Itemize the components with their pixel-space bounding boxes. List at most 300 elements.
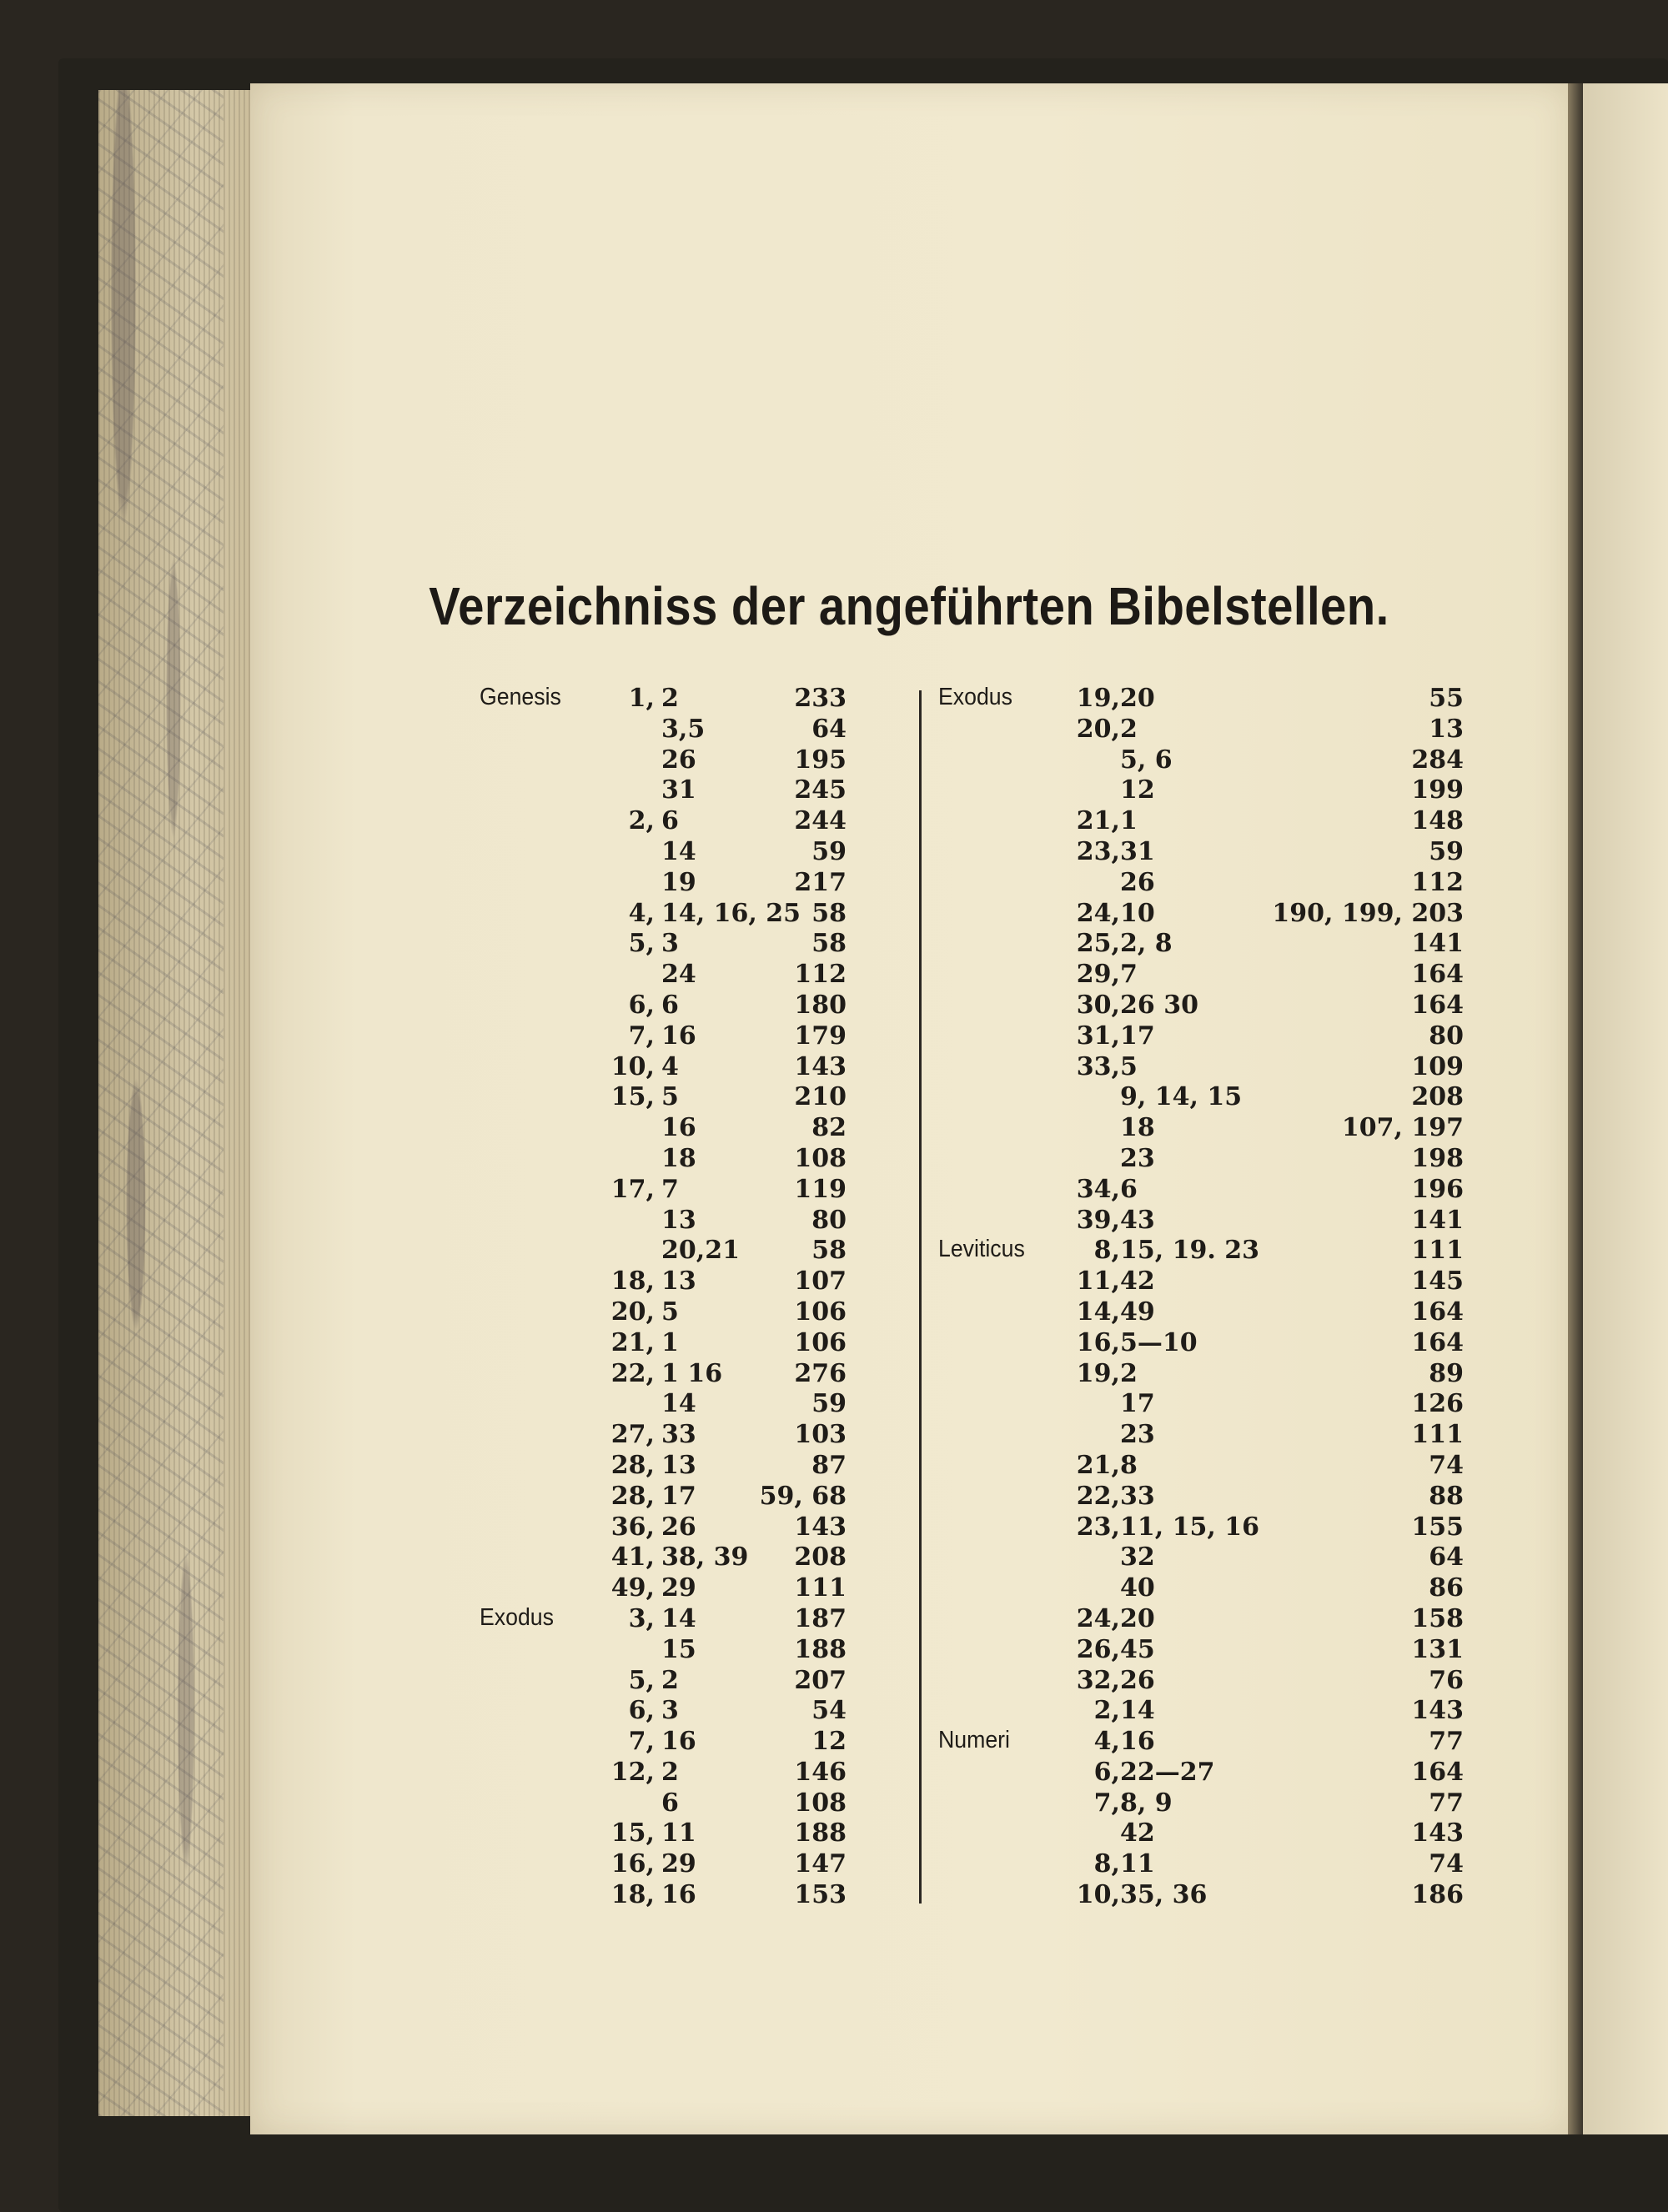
verse-numbers: 6	[661, 990, 679, 1020]
verse-numbers: 1 16	[661, 1358, 723, 1388]
verse-numbers: 16	[661, 1880, 696, 1910]
chapter-number: 15,	[610, 1082, 655, 1112]
page-reference: 106	[794, 1297, 847, 1327]
chapter-number: 6,	[628, 990, 655, 1020]
verse-numbers: 19	[661, 867, 696, 897]
verse-numbers: 20	[1120, 1603, 1155, 1633]
verse-numbers: 16	[661, 1021, 696, 1051]
page-reference: 190, 199, 203	[1272, 898, 1464, 928]
page-reference: 55	[1429, 684, 1464, 713]
chapter-number: 23,	[1076, 1512, 1120, 1542]
chapter-number: 15,	[610, 1818, 655, 1848]
page-reference: 89	[1429, 1358, 1464, 1388]
chapter-number: 4,	[628, 898, 655, 928]
verse-numbers: 17	[1120, 1389, 1155, 1419]
page-reference: 59	[811, 836, 847, 866]
verse-numbers: 3	[661, 929, 679, 959]
page-reference: 233	[794, 684, 847, 713]
index-entry	[480, 1236, 847, 1267]
page-reference: 164	[1411, 1297, 1464, 1327]
verse-numbers: 3	[661, 1696, 679, 1726]
chapter-number: 12,	[610, 1757, 655, 1787]
chapter-number: 19,	[1076, 1358, 1120, 1388]
page-reference: 180	[794, 990, 847, 1020]
index-entry	[938, 1389, 1464, 1420]
page-reference: 77	[1429, 1788, 1464, 1818]
chapter-number: 34,	[1076, 1174, 1120, 1204]
index-entry	[480, 899, 847, 930]
index-entry	[480, 1206, 847, 1236]
verse-numbers: 2	[661, 1665, 679, 1695]
verse-numbers: 7	[661, 1174, 679, 1204]
page-reference: 58	[811, 929, 847, 959]
chapter-number: 21,	[1076, 806, 1120, 836]
verse-numbers: 22—27	[1120, 1757, 1215, 1787]
page-reference: 109	[1411, 1051, 1464, 1081]
book-name: Exodus	[480, 1603, 554, 1631]
verse-numbers: 18	[661, 1143, 696, 1173]
chapter-number: 7,	[1093, 1788, 1120, 1818]
verse-numbers: 16	[661, 1113, 696, 1143]
page-reference: 187	[794, 1603, 847, 1633]
page-reference: 158	[1411, 1603, 1464, 1633]
page-reference: 82	[811, 1113, 847, 1143]
chapter-number: 29,	[1076, 960, 1120, 990]
column-divider	[919, 690, 922, 1904]
page-reference: 88	[1429, 1481, 1464, 1511]
verse-numbers: 43	[1120, 1205, 1155, 1235]
verse-numbers: 31	[1120, 836, 1155, 866]
index-entry	[480, 745, 847, 776]
page-reference: 76	[1429, 1665, 1464, 1695]
chapter-number: 39,	[1076, 1205, 1120, 1235]
page-reference: 145	[1411, 1267, 1464, 1297]
verse-numbers: 29	[661, 1849, 696, 1879]
verse-numbers: 17	[661, 1481, 696, 1511]
index-entry	[938, 960, 1464, 991]
index-entry	[938, 806, 1464, 837]
page-reference: 143	[1411, 1696, 1464, 1726]
index-entry	[938, 1021, 1464, 1052]
page-reference: 143	[1411, 1818, 1464, 1848]
page-reference: 210	[794, 1082, 847, 1112]
page-reference: 164	[1411, 960, 1464, 990]
index-entry	[938, 1758, 1464, 1788]
index-entry	[938, 1573, 1464, 1604]
verse-numbers: 4	[661, 1051, 679, 1081]
verse-numbers: 15, 19. 23	[1120, 1236, 1260, 1266]
book-name: Exodus	[938, 684, 1012, 710]
index-entry	[938, 1818, 1464, 1849]
verse-numbers: 16	[1120, 1727, 1155, 1757]
page-reference: 80	[811, 1205, 847, 1235]
page-reference: 148	[1411, 806, 1464, 836]
index-entry	[480, 1542, 847, 1573]
index-entry	[480, 806, 847, 837]
verse-numbers: 10	[1120, 898, 1155, 928]
index-entry	[480, 1880, 847, 1911]
verse-numbers: 5	[1120, 1051, 1138, 1081]
page-title: Verzeichniss der angeführten Bibelstellen.	[429, 576, 1389, 636]
page-reference: 111	[794, 1573, 847, 1603]
verse-numbers: 6	[661, 1788, 679, 1818]
page-reference: 141	[1411, 1205, 1464, 1235]
index-entry	[480, 1758, 847, 1788]
chapter-number: 6,	[1093, 1757, 1120, 1787]
page-reference: 64	[811, 714, 847, 744]
page-reference: 106	[794, 1327, 847, 1357]
page-reference: 64	[1429, 1542, 1464, 1572]
verse-numbers: 29	[661, 1573, 696, 1603]
index-entry	[480, 1420, 847, 1451]
index-entry	[938, 1666, 1464, 1697]
verse-numbers: 11	[1120, 1849, 1155, 1879]
chapter-number: 3,	[628, 1603, 655, 1633]
verse-numbers: 8	[1120, 1450, 1138, 1480]
verse-numbers: 33	[661, 1420, 696, 1450]
chapter-number: 26,	[1076, 1634, 1120, 1664]
page-edges	[98, 90, 259, 2116]
page-reference: 58	[811, 1236, 847, 1266]
page-reference: 164	[1411, 1757, 1464, 1787]
index-entry	[938, 837, 1464, 868]
verse-numbers: 6	[1120, 1174, 1138, 1204]
verse-numbers: 26	[1120, 1665, 1155, 1695]
chapter-number: 31,	[1076, 1021, 1120, 1051]
verse-numbers: 40	[1120, 1573, 1155, 1603]
verse-numbers: 14, 16, 25	[661, 898, 801, 928]
index-column-left	[480, 684, 847, 1911]
index-entry	[938, 899, 1464, 930]
verse-numbers: 17	[1120, 1021, 1155, 1051]
verse-numbers: 1	[661, 1327, 679, 1357]
chapter-number: 10,	[610, 1051, 655, 1081]
index-entry	[480, 1052, 847, 1083]
verse-numbers: 11, 15, 16	[1120, 1512, 1260, 1542]
chapter-number: 21,	[610, 1327, 655, 1357]
index-entry	[938, 929, 1464, 960]
page-reference: 12	[811, 1727, 847, 1757]
chapter-number: 27,	[610, 1420, 655, 1450]
page-reference: 199	[1411, 775, 1464, 805]
index-entry	[938, 1482, 1464, 1512]
page-reference: 13	[1429, 714, 1464, 744]
page-reference: 147	[794, 1849, 847, 1879]
index-entry	[938, 775, 1464, 806]
chapter-number: 10,	[1076, 1880, 1120, 1910]
chapter-number: 20,	[1076, 714, 1120, 744]
verse-numbers: 26	[661, 745, 696, 775]
page-reference: 111	[1411, 1420, 1464, 1450]
chapter-number: 23,	[1076, 836, 1120, 866]
verse-numbers: 15	[661, 1634, 696, 1664]
index-entry	[480, 1635, 847, 1666]
index-entry	[480, 960, 847, 991]
index-entry	[480, 1818, 847, 1849]
index-entry	[938, 1236, 1464, 1267]
chapter-number: 49,	[610, 1573, 655, 1603]
index-entry	[938, 684, 1464, 715]
index-entry	[480, 991, 847, 1021]
page-reference: 80	[1429, 1021, 1464, 1051]
page-reference: 54	[811, 1696, 847, 1726]
index-entry	[480, 1175, 847, 1206]
page-reference: 207	[794, 1665, 847, 1695]
verse-numbers: 13	[661, 1267, 696, 1297]
index-entry	[938, 1267, 1464, 1297]
index-entry	[938, 991, 1464, 1021]
verse-numbers: 14	[661, 1603, 696, 1633]
page-reference: 284	[1411, 745, 1464, 775]
verse-numbers: 5	[661, 1297, 679, 1327]
book-name: Leviticus	[938, 1236, 1025, 1263]
index-entry	[938, 1052, 1464, 1083]
page-reference: 186	[1411, 1880, 1464, 1910]
verse-numbers: 14	[661, 836, 696, 866]
index-entry	[938, 1113, 1464, 1144]
index-entry	[938, 1359, 1464, 1390]
page-reference: 107, 197	[1341, 1113, 1464, 1143]
page-reference: 126	[1411, 1389, 1464, 1419]
chapter-number: 36,	[610, 1512, 655, 1542]
index-entry	[480, 1297, 847, 1328]
index-entry	[938, 1604, 1464, 1635]
chapter-number: 2,	[628, 806, 655, 836]
page-reference: 58	[811, 898, 847, 928]
verse-numbers: 2, 8	[1120, 929, 1173, 959]
index-entry	[938, 1635, 1464, 1666]
index-entry	[480, 684, 847, 715]
page-reference: 107	[794, 1267, 847, 1297]
verse-numbers: 16	[661, 1727, 696, 1757]
verse-numbers: 5, 6	[1120, 745, 1173, 775]
chapter-number: 22,	[610, 1358, 655, 1388]
index-column-right	[938, 684, 1464, 1911]
index-entry	[938, 1206, 1464, 1236]
index-entry	[938, 1082, 1464, 1113]
chapter-number: 41,	[610, 1542, 655, 1572]
page-reference: 276	[794, 1358, 847, 1388]
index-entry	[938, 868, 1464, 899]
index-entry	[480, 1021, 847, 1052]
page-reference: 164	[1411, 1327, 1464, 1357]
page-reference: 153	[794, 1880, 847, 1910]
verse-numbers: 23	[1120, 1420, 1155, 1450]
chapter-number: 5,	[628, 929, 655, 959]
chapter-number: 7,	[628, 1727, 655, 1757]
page-reference: 198	[1411, 1143, 1464, 1173]
chapter-number: 30,	[1076, 990, 1120, 1020]
chapter-number: 33,	[1076, 1051, 1120, 1081]
verse-numbers: 14	[661, 1389, 696, 1419]
chapter-number: 28,	[610, 1450, 655, 1480]
verse-numbers: 13	[661, 1205, 696, 1235]
book-name: Numeri	[938, 1727, 1010, 1754]
index-entry	[480, 1512, 847, 1543]
verse-numbers: 33	[1120, 1481, 1155, 1511]
verse-numbers: 20	[1120, 684, 1155, 713]
index-entry	[938, 1788, 1464, 1819]
chapter-number: 16,	[610, 1849, 655, 1879]
index-entry	[480, 1727, 847, 1758]
verse-numbers: 38, 39	[661, 1542, 749, 1572]
page-reference: 208	[1411, 1082, 1464, 1112]
index-entry	[938, 1328, 1464, 1359]
index-entry	[480, 1113, 847, 1144]
index-entry	[938, 1880, 1464, 1911]
index-entry	[938, 1144, 1464, 1175]
index-entry	[938, 1451, 1464, 1482]
index-entry	[480, 775, 847, 806]
page-reference: 77	[1429, 1727, 1464, 1757]
page-reference: 195	[794, 745, 847, 775]
index-entry	[480, 837, 847, 868]
index-entry	[480, 1666, 847, 1697]
page-reference: 74	[1429, 1450, 1464, 1480]
verse-numbers: 7	[1120, 960, 1138, 990]
index-entry	[938, 1175, 1464, 1206]
verse-numbers: 26 30	[1120, 990, 1198, 1020]
page-reference: 87	[811, 1450, 847, 1480]
page-reference: 143	[794, 1051, 847, 1081]
chapter-number: 22,	[1076, 1481, 1120, 1511]
index-entry	[938, 1512, 1464, 1543]
verse-numbers: 5—10	[1120, 1327, 1198, 1357]
verse-numbers: 6	[661, 806, 679, 836]
index-entry	[938, 1297, 1464, 1328]
chapter-number: 24,	[1076, 1603, 1120, 1633]
verse-numbers: 14	[1120, 1696, 1155, 1726]
page-reference: 112	[794, 960, 847, 990]
verse-numbers: 31	[661, 775, 696, 805]
page-reference: 141	[1411, 929, 1464, 959]
chapter-number: 8,	[1093, 1849, 1120, 1879]
chapter-number: 11,	[1076, 1267, 1120, 1297]
chapter-number: 4,	[1093, 1727, 1120, 1757]
index-entry	[480, 1696, 847, 1727]
chapter-number: 21,	[1076, 1450, 1120, 1480]
index-entry	[480, 929, 847, 960]
page-reference: 112	[1411, 867, 1464, 897]
chapter-number: 6,	[628, 1696, 655, 1726]
page-reference: 179	[794, 1021, 847, 1051]
chapter-number: 32,	[1076, 1665, 1120, 1695]
chapter-number: 20,	[610, 1297, 655, 1327]
index-entry	[938, 1727, 1464, 1758]
page-reference: 119	[794, 1174, 847, 1204]
verse-numbers: 2	[661, 684, 679, 713]
page-reference: 244	[794, 806, 847, 836]
index-entry	[480, 1788, 847, 1819]
verse-numbers: 3,5	[661, 714, 706, 744]
index-entry	[480, 1144, 847, 1175]
verse-numbers: 26	[661, 1512, 696, 1542]
verse-numbers: 2	[1120, 1358, 1138, 1388]
verse-numbers: 23	[1120, 1143, 1155, 1173]
index-entry	[938, 1542, 1464, 1573]
verse-numbers: 5	[661, 1082, 679, 1112]
index-entry	[480, 1451, 847, 1482]
verse-numbers: 1	[1120, 806, 1138, 836]
verse-numbers: 20,21	[661, 1236, 740, 1266]
verse-numbers: 9, 14, 15	[1120, 1082, 1243, 1112]
page-reference: 74	[1429, 1849, 1464, 1879]
page-reference: 164	[1411, 990, 1464, 1020]
page-reference: 143	[794, 1512, 847, 1542]
chapter-number: 24,	[1076, 898, 1120, 928]
page-reference: 59	[811, 1389, 847, 1419]
index-entry	[938, 1420, 1464, 1451]
index-entry	[480, 1389, 847, 1420]
page-reference: 245	[794, 775, 847, 805]
book-gutter	[1568, 83, 1583, 2134]
page-reference: 111	[1411, 1236, 1464, 1266]
index-entry	[480, 1573, 847, 1604]
chapter-number: 17,	[610, 1174, 655, 1204]
marbled-edge	[98, 90, 224, 2116]
page-reference: 103	[794, 1420, 847, 1450]
verse-numbers: 13	[661, 1450, 696, 1480]
page-reference: 155	[1411, 1512, 1464, 1542]
chapter-number: 25,	[1076, 929, 1120, 959]
verse-numbers: 45	[1120, 1634, 1155, 1664]
index-entry	[480, 1328, 847, 1359]
chapter-number: 1,	[628, 684, 655, 713]
verse-numbers: 32	[1120, 1542, 1155, 1572]
page-reference: 188	[794, 1634, 847, 1664]
page-reference: 108	[794, 1788, 847, 1818]
page-reference: 188	[794, 1818, 847, 1848]
chapter-number: 28,	[610, 1481, 655, 1511]
verse-numbers: 42	[1120, 1267, 1155, 1297]
index-entry	[480, 868, 847, 899]
book-name: Genesis	[480, 684, 561, 710]
chapter-number: 18,	[610, 1267, 655, 1297]
facing-page-edge	[1583, 83, 1668, 2134]
verse-numbers: 12	[1120, 775, 1155, 805]
index-entry	[938, 1696, 1464, 1727]
verse-numbers: 24	[661, 960, 696, 990]
index-entry	[480, 1359, 847, 1390]
page-reference: 208	[794, 1542, 847, 1572]
chapter-number: 7,	[628, 1021, 655, 1051]
chapter-number: 16,	[1076, 1327, 1120, 1357]
page-reference: 217	[794, 867, 847, 897]
index-entry	[480, 715, 847, 745]
chapter-number: 18,	[610, 1880, 655, 1910]
index-entry	[938, 715, 1464, 745]
page-reference: 59, 68	[759, 1481, 847, 1511]
verse-numbers: 42	[1120, 1818, 1155, 1848]
page-reference: 108	[794, 1143, 847, 1173]
chapter-number: 19,	[1076, 684, 1120, 713]
index-entry	[480, 1604, 847, 1635]
verse-numbers: 8, 9	[1120, 1788, 1173, 1818]
chapter-number: 2,	[1093, 1696, 1120, 1726]
index-entry	[480, 1082, 847, 1113]
page-reference: 86	[1429, 1573, 1464, 1603]
verse-numbers: 18	[1120, 1113, 1155, 1143]
page-reference: 146	[794, 1757, 847, 1787]
index-entry	[938, 745, 1464, 776]
page-reference: 131	[1411, 1634, 1464, 1664]
index-entry	[480, 1482, 847, 1512]
chapter-number: 14,	[1076, 1297, 1120, 1327]
verse-numbers: 2	[661, 1757, 679, 1787]
page-reference: 59	[1429, 836, 1464, 866]
verse-numbers: 35, 36	[1120, 1880, 1208, 1910]
verse-numbers: 26	[1120, 867, 1155, 897]
